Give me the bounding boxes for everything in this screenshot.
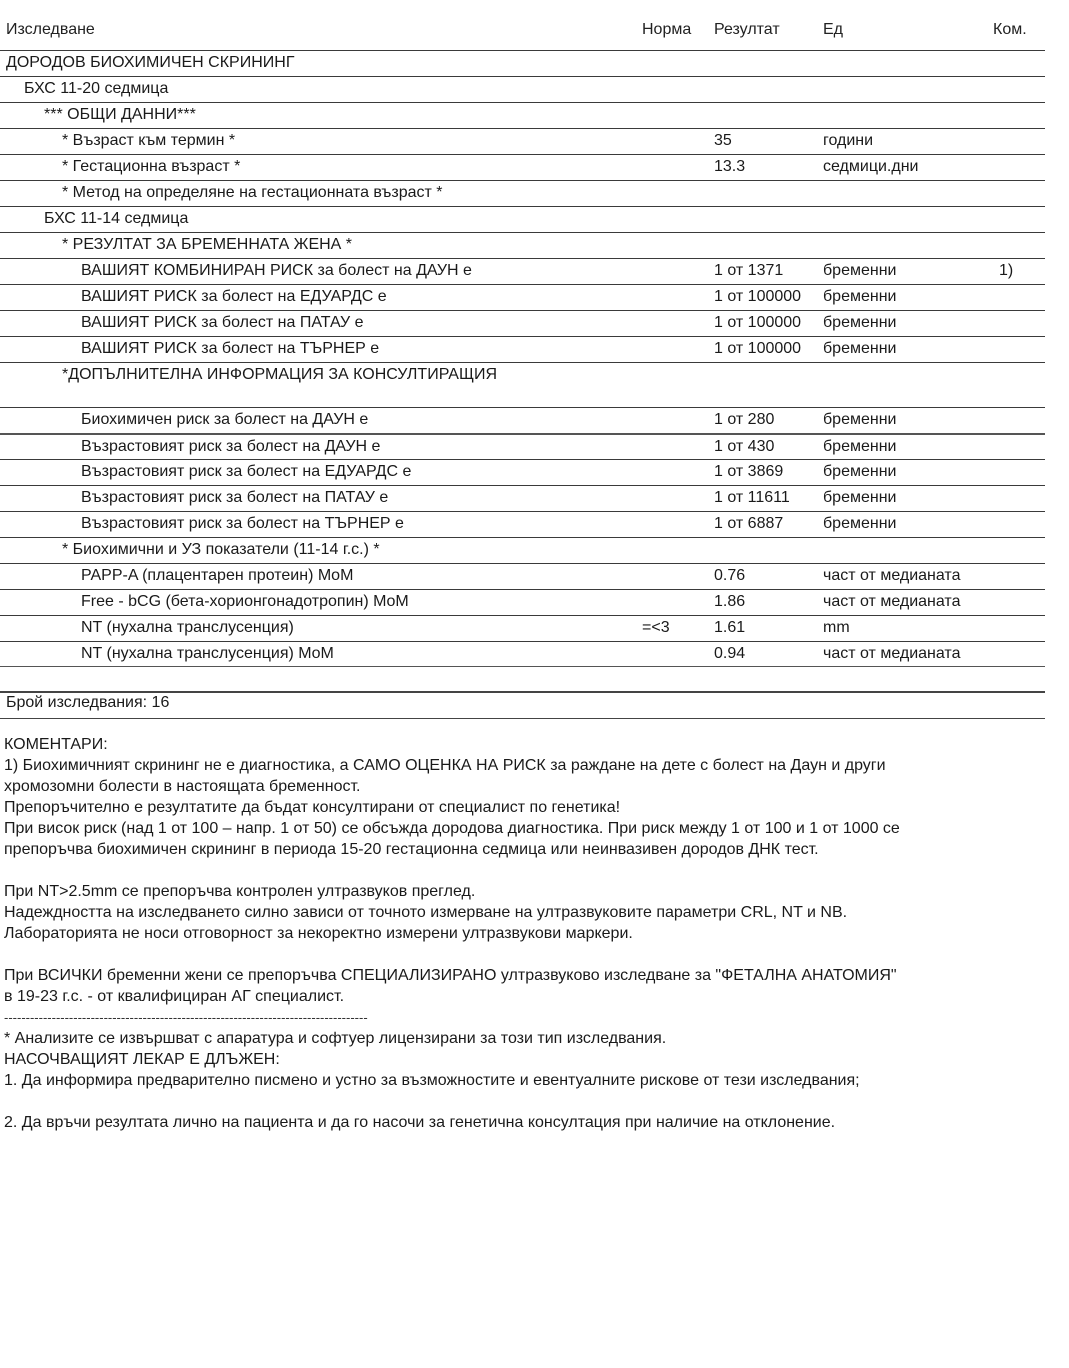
footer-line: 2. Да връчи резултата лично на пациента и да го насочи за генетична консултация при наличие на отклонение. [4,1114,836,1131]
comment-line: Надеждността на изследването силно зависи от точното измерване на ултразвуковите параметри CRL, NT и NB. [4,904,848,921]
table-row [0,284,1045,310]
result-value: 1 от 6887 [714,515,784,532]
comments-title: КОМЕНТАРИ: [4,736,108,753]
unit-value: бременни [823,515,897,532]
results-table [0,50,1045,667]
test-name: PAPP-A (плацентарен протеин) MoM [81,567,354,584]
unit-value: част от медианата [823,645,961,662]
test-name: Биохимичен риск за болест на ДАУН е [81,411,369,428]
result-value: 1.86 [714,593,746,610]
unit-value: част от медианата [823,593,961,610]
test-name: ДОРОДОВ БИОХИМИЧЕН СКРИНИНГ [6,54,295,71]
table-row [0,459,1045,485]
table-row [0,641,1045,667]
test-name: * Биохимични и УЗ показатели (11-14 г.с.) * [62,541,380,558]
test-name: * Гестационна възраст * [62,158,241,175]
table-row [0,310,1045,336]
column-header-norm: Норма [642,21,692,38]
comment-line: хромозомни болести в настоящата бременност. [4,778,361,795]
test-name: ВАШИЯТ РИСК за болест на ЕДУАРДС е [81,288,387,305]
unit-value: бременни [823,314,897,331]
table-row [0,50,1045,76]
test-name: ВАШИЯТ РИСК за болест на ПАТАУ е [81,314,364,331]
result-value: 13.3 [714,158,746,175]
unit-value: бременни [823,438,897,455]
table-row [0,433,1045,459]
table-bottom-divider [0,666,1045,667]
test-name: * Метод на определяне на гестационната възраст * [62,184,443,201]
result-value: 1 от 100000 [714,314,802,331]
comment-line: Лабораторията не носи отговорност за некоректно измерени ултразвукови маркери. [4,925,633,942]
table-row [0,563,1045,589]
table-row [0,485,1045,511]
unit-value: бременни [823,463,897,480]
result-value: 1 от 430 [714,438,775,455]
column-header-result: Резултат [714,21,780,38]
table-row [0,154,1045,180]
comment-line: в 19-23 г.с. - от квалифициран АГ специалист. [4,988,345,1005]
result-value: 1 от 1371 [714,262,784,279]
test-name: * Възраст към термин * [62,132,236,149]
test-name: *ДОПЪЛНИТЕЛНА ИНФОРМАЦИЯ ЗА КОНСУЛТИРАЩИЯ [62,366,498,383]
table-row [0,258,1045,284]
unit-value: част от медианата [823,567,961,584]
result-value: 0.76 [714,567,746,584]
table-row [0,336,1045,362]
unit-value: бременни [823,489,897,506]
column-header-comment: Ком. [993,21,1027,38]
table-row [0,615,1045,641]
result-value: 1 от 100000 [714,288,802,305]
summary-top-divider [0,691,1045,693]
unit-value: бременни [823,411,897,428]
column-header-test: Изследване [6,21,95,38]
test-name: Възрастовият риск за болест на ТЪРНЕР е [81,515,404,532]
table-row [0,232,1045,258]
unit-value: бременни [823,340,897,357]
unit-value: бременни [823,288,897,305]
comment-line: препоръчва биохимичен скрининг в периода 15-20 гестационна седмица или неинвазивен дородов ДНК тест. [4,841,819,858]
test-name: NT (нухална транслусенция) [81,619,294,636]
separator-line: ------------------------------------------------------------------------------------ [4,1010,368,1025]
test-name: БХС 11-20 седмица [24,80,169,97]
table-row [0,206,1045,232]
result-value: 1 от 100000 [714,340,802,357]
table-row [0,537,1045,563]
comment-line: При ВСИЧКИ бременни жени се препоръчва СПЕЦИАЛИЗИРАНО ултразвуково изследване за "ФЕТАЛНА АНАТОМИЯ" [4,967,897,984]
test-name: Възрастовият риск за болест на ДАУН е [81,438,381,455]
footer-line: 1. Да информира предварително писмено и устно за възможностите и евентуалните рискове от тези изследвания; [4,1072,860,1089]
unit-value: mm [823,619,850,636]
result-value: 0.94 [714,645,746,662]
result-value: 35 [714,132,732,149]
unit-value: седмици.дни [823,158,919,175]
result-value: 1 от 280 [714,411,775,428]
column-header-unit: Ед [823,21,844,38]
test-name: ВАШИЯТ КОМБИНИРАН РИСК за болест на ДАУН е [81,262,472,279]
table-row [0,407,1045,433]
comment-line: При висок риск (над 1 от 100 – напр. 1 от 50) се обсъжда дородова диагностика. При риск между 1 от 100 и 1 от 1000 се [4,820,900,837]
norm-value: =<3 [642,619,670,636]
comments-section [4,734,1044,1133]
table-row [0,589,1045,615]
unit-value: бременни [823,262,897,279]
test-name: Възрастовият риск за болест на ПАТАУ е [81,489,389,506]
result-value: 1 от 11611 [714,489,790,506]
table-row [0,76,1045,102]
test-name: NT (нухална транслусенция) MoM [81,645,334,662]
result-value: 1.61 [714,619,746,636]
table-row [0,362,1045,407]
test-name: * РЕЗУЛТАТ ЗА БРЕМЕННАТА ЖЕНА * [62,236,353,253]
comment-ref: 1) [999,262,1014,279]
footer-line [4,1091,1044,1112]
test-name: *** ОБЩИ ДАННИ*** [44,106,196,123]
result-value: 1 от 3869 [714,463,784,480]
test-name: Free - bCG (бета-хорионгонадотропин) MoM [81,593,409,610]
table-row [0,180,1045,206]
comment-line: 1) Биохимичният скрининг не е диагностика, а САМО ОЦЕНКА НА РИСК за раждане на дете с болест на Даун и други [4,757,886,774]
comment-line [4,860,1044,881]
table-header [0,0,1045,50]
table-row [0,102,1045,128]
table-row [0,511,1045,537]
test-name: Възрастовият риск за болест на ЕДУАРДС е [81,463,412,480]
unit-value: години [823,132,874,149]
comment-line: Препоръчително е резултатите да бъдат консултирани от специалист по генетика! [4,799,621,816]
comment-line: При NT>2.5mm се препоръчва контролен ултразвуков преглед. [4,883,476,900]
test-count: Брой изследвания: 16 [6,694,170,711]
comment-line [4,944,1044,965]
table-row [0,128,1045,154]
footer-line: НАСОЧВАЩИЯТ ЛЕКАР Е ДЛЪЖЕН: [4,1051,280,1068]
footer-line: * Анализите се извършват с апаратура и софтуер лицензирани за този тип изследвания. [4,1030,667,1047]
test-name: ВАШИЯТ РИСК за болест на ТЪРНЕР е [81,340,380,357]
summary-bottom-divider [0,718,1045,719]
test-name: БХС 11-14 седмица [44,210,189,227]
